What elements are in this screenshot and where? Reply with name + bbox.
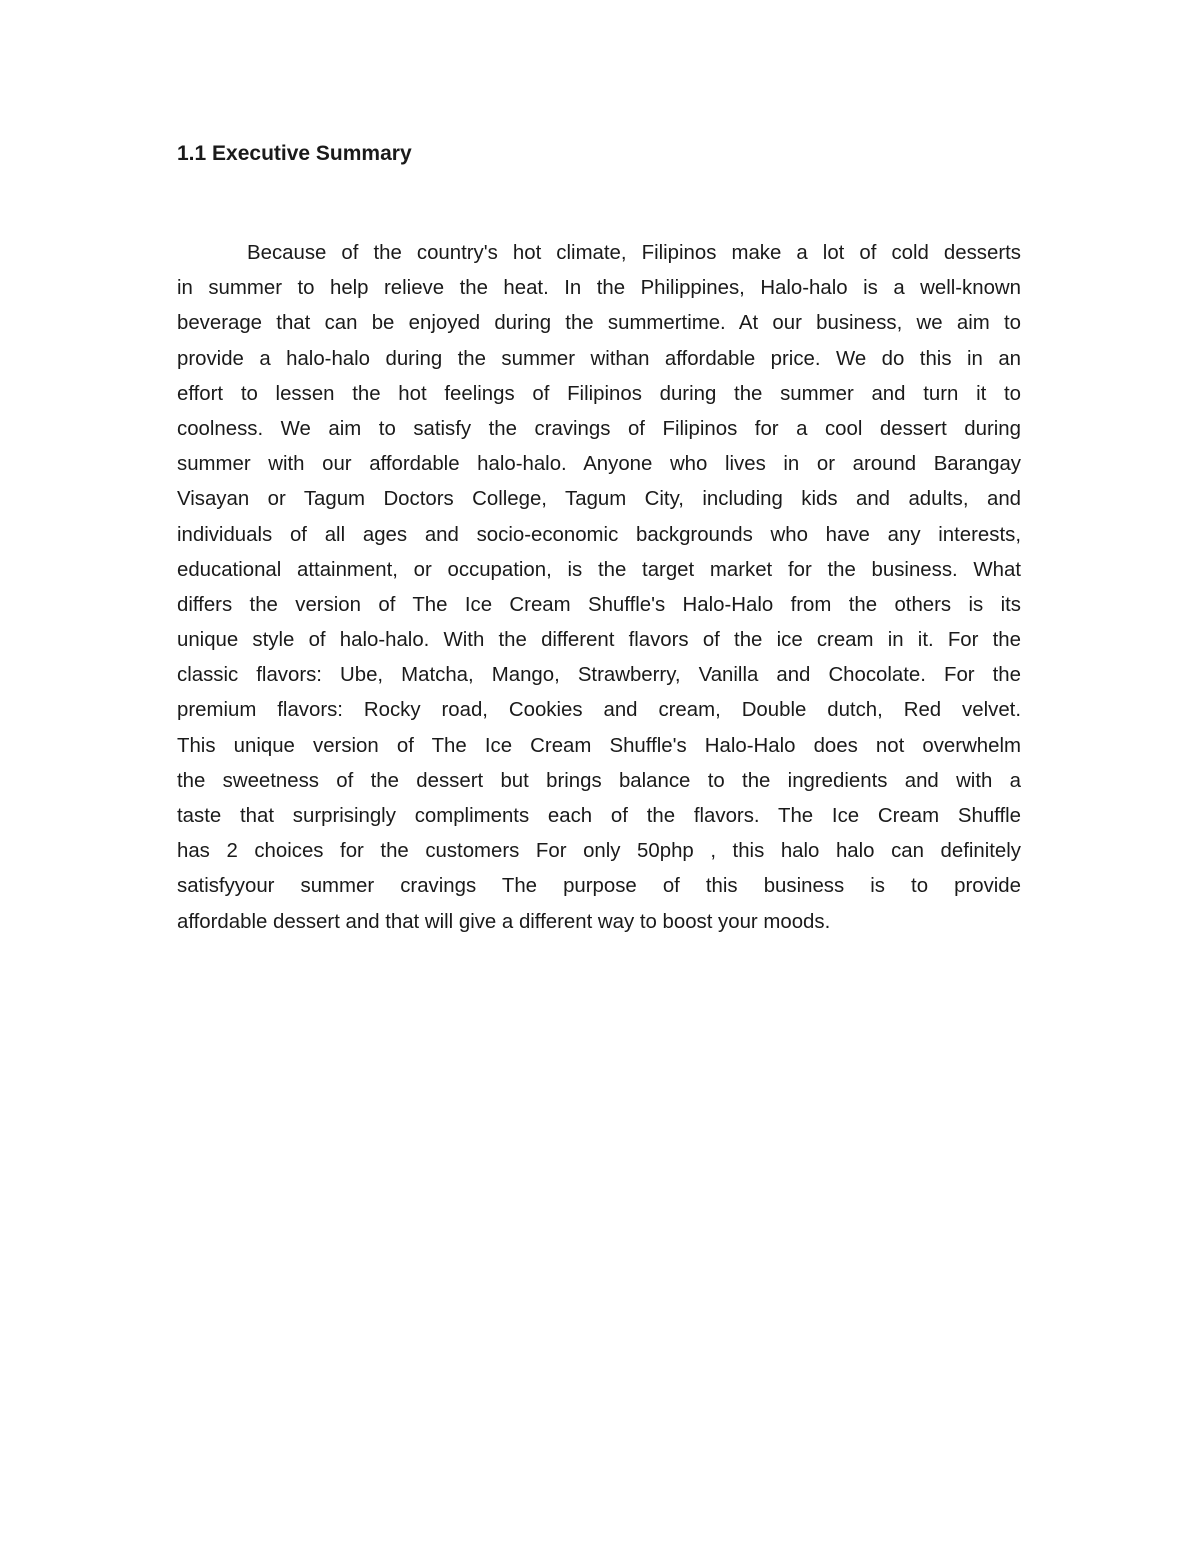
paragraph-line: classic flavors: Ube, Matcha, Mango, Strawberry, Vanilla and Chocolate. For the: [177, 664, 1021, 687]
paragraph-line: in summer to help relieve the heat. In the Philippines, Halo-halo is a well-known: [177, 277, 1021, 300]
paragraph-line: Visayan or Tagum Doctors College, Tagum City, including kids and adults, and: [177, 488, 1021, 511]
paragraph-line: Because of the country's hot climate, Filipinos make a lot of cold desserts: [247, 242, 1021, 264]
paragraph-line: summer with our affordable halo-halo. Anyone who lives in or around Barangay: [177, 453, 1021, 476]
paragraph-line: effort to lessen the hot feelings of Filipinos during the summer and turn it to: [177, 382, 1021, 405]
paragraph-line: affordable dessert and that will give a different way to boost your moods.: [177, 910, 831, 933]
paragraph-line: differs the version of The Ice Cream Shuffle's Halo-Halo from the others is its: [177, 593, 1021, 616]
paragraph-line: This unique version of The Ice Cream Shuffle's Halo-Halo does not overwhelm: [177, 734, 1021, 757]
paragraph-line: provide a halo-halo during the summer withan affordable price. We do this in an: [177, 347, 1021, 370]
paragraph-line: coolness. We aim to satisfy the cravings of Filipinos for a cool dessert during: [177, 417, 1021, 440]
paragraph-line: satisfyyour summer cravings The purpose of this business is to provide: [177, 875, 1021, 898]
executive-summary-paragraph: [177, 236, 1021, 940]
paragraph-line: educational attainment, or occupation, is the target market for the business. What: [177, 558, 1021, 581]
paragraph-line: unique style of halo-halo. With the different flavors of the ice cream in it. For the: [177, 629, 1021, 652]
paragraph-line: taste that surprisingly compliments each of the flavors. The Ice Cream Shuffle: [177, 805, 1021, 827]
paragraph-line: has 2 choices for the customers For only 50php , this halo halo can definitely: [177, 840, 1021, 863]
paragraph-line: beverage that can be enjoyed during the summertime. At our business, we aim to: [177, 312, 1021, 335]
paragraph-line: individuals of all ages and socio-economic backgrounds who have any interests,: [177, 523, 1021, 546]
paragraph-line: premium flavors: Rocky road, Cookies and cream, Double dutch, Red velvet.: [177, 699, 1021, 722]
paragraph-line: the sweetness of the dessert but brings balance to the ingredients and with a: [177, 769, 1021, 792]
section-heading: 1.1 Executive Summary: [177, 142, 412, 165]
